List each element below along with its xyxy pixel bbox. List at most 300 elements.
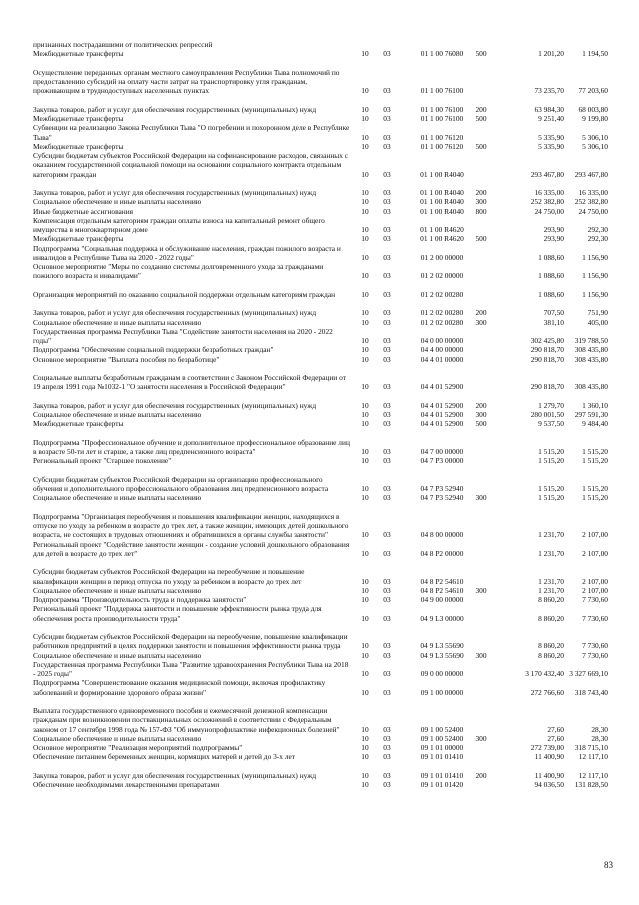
table-row	[0, 114, 639, 123]
row-target-article: 04 9 L3 55690	[420, 641, 464, 651]
row-subsection: 03	[383, 132, 391, 142]
row-section: 10	[361, 400, 369, 410]
row-expense-type: 800	[475, 206, 487, 216]
row-name: Социальное обеспечение и иные выплаты населению	[33, 317, 202, 327]
table-row	[0, 234, 639, 243]
table-row	[0, 392, 639, 411]
row-section: 10	[361, 234, 369, 244]
row-value-year1: 302 425,80	[530, 336, 564, 345]
row-expense-type: 300	[475, 197, 487, 207]
row-subsection: 03	[383, 650, 391, 660]
row-section: 10	[361, 308, 369, 318]
row-value-year2: 293 467,80	[574, 169, 608, 179]
row-subsection: 03	[383, 308, 391, 318]
row-name: Субсидии бюджетам субъектов Российской Федерации на переобучение и повышение квалификации женщин в период отпуска по уходу за ребенком в возрасте до трех лет	[33, 567, 305, 586]
row-subsection: 03	[383, 576, 391, 586]
row-target-article: 09 1 01 01410	[420, 770, 464, 780]
row-section: 10	[361, 225, 369, 234]
table-row	[0, 345, 639, 354]
row-value-year2: 308 435,80	[574, 354, 608, 364]
row-value-year2: 28,30	[591, 733, 608, 743]
row-section: 10	[361, 345, 369, 355]
row-target-article: 01 1 00 R4040	[420, 169, 464, 179]
row-value-year1: 73 235,70	[534, 86, 564, 96]
row-value-year2: 2 107,00	[582, 576, 608, 586]
row-expense-type: 300	[475, 317, 487, 327]
row-name: Субсидии бюджетам субъектов Российской Федерации на софинансирование расходов, связанных с оказанием государственной социальной помощи на основании социального контракта отдельным категориям граждан	[33, 151, 349, 179]
table-row	[0, 651, 639, 660]
table-row	[0, 540, 639, 559]
table-row	[0, 623, 639, 651]
row-section: 10	[361, 493, 369, 503]
row-subsection: 03	[383, 104, 391, 114]
row-value-year2: 5 306,10	[582, 132, 608, 142]
row-target-article: 04 9 00 00000	[420, 595, 464, 604]
row-subsection: 03	[383, 206, 391, 216]
row-subsection: 03	[383, 400, 391, 410]
row-section: 10	[361, 197, 369, 207]
row-value-year1: 1 088,60	[538, 271, 564, 281]
row-target-article: 01 2 00 00000	[420, 252, 464, 262]
row-target-article: 04 4 01 52900	[420, 382, 464, 392]
row-subsection: 03	[383, 410, 391, 419]
row-value-year1: 3 170 432,40	[525, 669, 564, 678]
row-subsection: 03	[383, 530, 391, 540]
row-subsection: 03	[383, 382, 391, 392]
table-row	[0, 281, 639, 300]
table-row	[0, 604, 639, 623]
row-subsection: 03	[383, 548, 391, 558]
row-section: 10	[361, 530, 369, 540]
row-value-year2: 28,30	[591, 724, 608, 734]
row-section: 10	[361, 419, 369, 429]
row-target-article: 01 1 00 R4040	[420, 197, 464, 207]
row-target-article: 01 2 02 00280	[420, 317, 464, 327]
row-value-year2: 131 828,50	[574, 780, 608, 789]
row-value-year2: 77 203,60	[578, 86, 608, 96]
row-name: Межбюджетные трансферты	[33, 141, 124, 151]
row-value-year2: 12 117,10	[578, 770, 608, 780]
row-subsection: 03	[383, 687, 391, 697]
row-name: Субсидии бюджетам субъектов Российской Федерации на организацию профессионального обучения и дополнительного профессионального образования лиц предпенсионного возраста	[33, 474, 329, 493]
table-row	[0, 595, 639, 604]
row-target-article: 01 2 02 00000	[420, 271, 464, 281]
row-subsection: 03	[383, 613, 391, 623]
row-value-year1: 290 818,70	[530, 345, 564, 355]
table-row	[0, 179, 639, 198]
table-row	[0, 493, 639, 502]
row-subsection: 03	[383, 641, 391, 651]
row-subsection: 03	[383, 234, 391, 244]
row-value-year2: 2 107,00	[582, 548, 608, 558]
row-target-article: 01 1 00 R4620	[420, 225, 464, 234]
row-target-article: 04 4 01 52900	[420, 419, 464, 429]
row-value-year1: 272 766,60	[530, 687, 564, 697]
table-row	[0, 456, 639, 465]
row-value-year2: 1 515,20	[582, 447, 608, 456]
row-expense-type: 200	[475, 400, 487, 410]
row-target-article: 04 7 P3 00000	[420, 456, 464, 466]
row-name: Межбюджетные трансферты	[33, 49, 124, 59]
table-row	[0, 59, 639, 96]
row-value-year2: 318 715,10	[574, 743, 608, 752]
table-row	[0, 355, 639, 364]
row-target-article: 01 1 00 76120	[420, 141, 464, 151]
row-value-year2: 16 335,00	[578, 188, 608, 197]
row-value-year2: 2 107,00	[582, 585, 608, 595]
row-target-article: 04 8 P2 00000	[420, 548, 464, 558]
row-value-year1: 1 279,70	[538, 400, 564, 410]
row-name: Иные бюджетные ассигнования	[33, 206, 134, 216]
row-value-year1: 27,60	[547, 724, 564, 734]
table-row	[0, 558, 639, 586]
row-target-article: 01 1 00 76100	[420, 86, 464, 96]
row-value-year2: 12 117,10	[578, 752, 608, 762]
row-section: 10	[361, 132, 369, 142]
table-row	[0, 762, 639, 781]
row-value-year1: 293,90	[543, 225, 564, 234]
row-value-year1: 11 400,90	[534, 752, 564, 762]
row-value-year1: 1 515,20	[538, 493, 564, 503]
row-section: 10	[361, 86, 369, 96]
row-expense-type: 500	[475, 49, 487, 59]
row-target-article: 01 1 00 76080	[420, 49, 464, 59]
row-subsection: 03	[383, 49, 391, 59]
row-subsection: 03	[383, 336, 391, 345]
row-name: Подпрограмма "Производительность труда и поддержка занятости"	[33, 595, 247, 604]
row-value-year1: 707,50	[543, 308, 564, 318]
row-expense-type: 500	[475, 114, 487, 123]
row-section: 10	[361, 595, 369, 604]
row-value-year1: 1 088,60	[538, 252, 564, 262]
row-name: Обеспечение необходимыми лекарственными препаратами	[33, 780, 220, 789]
row-section: 10	[361, 724, 369, 734]
row-target-article: 01 1 00 R4620	[420, 234, 464, 244]
row-target-article: 04 9 L3 00000	[420, 613, 464, 623]
row-value-year1: 1 515,20	[538, 447, 564, 456]
row-name: Социальное обеспечение и иные выплаты населению	[33, 197, 202, 207]
row-value-year2: 24 750,00	[578, 206, 608, 216]
row-value-year1: 9 251,40	[538, 114, 564, 123]
row-value-year2: 1 515,20	[582, 493, 608, 503]
row-subsection: 03	[383, 114, 391, 123]
row-target-article: 04 7 00 00000	[420, 447, 464, 456]
row-value-year2: 751,90	[587, 308, 608, 318]
budget-table	[0, 40, 639, 789]
row-name: Региональный проект "Содействие занятости женщин - создание условий дошкольного образования для детей в возрасте до трех лет"	[33, 539, 350, 558]
row-name: Социальные выплаты безработным гражданам в соответствии с Законом Российской Федерации от 19 апреля 1991 года №1032-1 "О занятости населения в Российской Федерации"	[33, 373, 346, 392]
row-target-article: 09 1 01 01420	[420, 780, 464, 789]
row-subsection: 03	[383, 345, 391, 355]
row-name: Компенсация отдельным категориям граждан оплаты взноса на капитальный ремонт общего имущества в многоквартирном доме	[33, 215, 325, 234]
row-name: Социальное обеспечение и иные выплаты населению	[33, 493, 202, 503]
table-row	[0, 216, 639, 235]
row-value-year1: 8 860,20	[538, 595, 564, 604]
table-row	[0, 318, 639, 327]
table-row	[0, 207, 639, 216]
row-target-article: 04 8 P2 54610	[420, 576, 464, 586]
row-value-year2: 318 743,40	[574, 687, 608, 697]
row-name: Выплата государственного единовременного пособия и ежемесячной денежной компенсации гражданам при возникновении поствакцинальных осложнений в соответствии с Федеральным законом от 17 сентября 1998 года № 157-ФЗ "Об иммунопрофилактике инфекционных болезней"	[33, 706, 340, 734]
row-section: 10	[361, 447, 369, 456]
table-row	[0, 262, 639, 281]
row-section: 10	[361, 289, 369, 299]
row-expense-type: 200	[475, 104, 487, 114]
row-section: 10	[361, 780, 369, 789]
row-expense-type: 300	[475, 410, 487, 419]
row-section: 10	[361, 49, 369, 59]
row-name: Социальное обеспечение и иные выплаты населению	[33, 410, 202, 419]
table-row	[0, 743, 639, 752]
row-subsection: 03	[383, 733, 391, 743]
row-name: Обеспечение питанием беременных женщин, кормящих матерей и детей до 3-х лет	[33, 752, 296, 762]
row-target-article: 09 1 00 52400	[420, 733, 464, 743]
row-subsection: 03	[383, 141, 391, 151]
row-target-article: 04 8 00 00000	[420, 530, 464, 540]
table-row	[0, 734, 639, 743]
row-value-year2: 1 156,90	[582, 289, 608, 299]
table-row	[0, 752, 639, 761]
row-subsection: 03	[383, 225, 391, 234]
row-value-year1: 1 231,70	[538, 530, 564, 540]
row-section: 10	[361, 733, 369, 743]
row-expense-type: 300	[475, 733, 487, 743]
row-subsection: 03	[383, 493, 391, 503]
row-subsection: 03	[383, 289, 391, 299]
row-section: 10	[361, 382, 369, 392]
row-section: 10	[361, 650, 369, 660]
table-row	[0, 96, 639, 115]
row-value-year2: 9 199,80	[582, 114, 608, 123]
row-value-year2: 252 382,80	[574, 197, 608, 207]
row-section: 10	[361, 271, 369, 281]
row-section: 10	[361, 456, 369, 466]
row-value-year1: 8 860,20	[538, 650, 564, 660]
row-value-year1: 1 088,60	[538, 289, 564, 299]
row-subsection: 03	[383, 752, 391, 762]
row-target-article: 09 0 00 00000	[420, 669, 464, 678]
row-section: 10	[361, 104, 369, 114]
row-name: Межбюджетные трансферты	[33, 419, 124, 429]
row-section: 10	[361, 410, 369, 419]
row-name: Осуществление переданных органам местного самоуправления Республики Тыва полномочий по предоставлению субсидий на оплату части затрат на транспортировку угля гражданам, проживающим в труднодоступных населенных пунктах	[33, 67, 340, 96]
row-subsection: 03	[383, 271, 391, 281]
row-value-year1: 94 036,50	[534, 780, 564, 789]
row-value-year1: 8 860,20	[538, 641, 564, 651]
row-value-year1: 272 739,00	[530, 743, 564, 752]
row-subsection: 03	[383, 317, 391, 327]
row-value-year2: 319 788,50	[574, 336, 608, 345]
row-name: Закупка товаров, работ и услуг для обеспечения государственных (муниципальных) нужд	[33, 400, 317, 410]
row-name: Социальное обеспечение и иные выплаты населению	[33, 585, 202, 595]
row-subsection: 03	[383, 743, 391, 752]
row-value-year1: 290 818,70	[530, 382, 564, 392]
row-subsection: 03	[383, 188, 391, 197]
row-target-article: 04 4 01 52900	[420, 410, 464, 419]
row-section: 10	[361, 114, 369, 123]
row-subsection: 03	[383, 197, 391, 207]
table-row	[0, 49, 639, 58]
row-expense-type: 500	[475, 419, 487, 429]
row-subsection: 03	[383, 595, 391, 604]
row-section: 10	[361, 752, 369, 762]
row-subsection: 03	[383, 419, 391, 429]
row-value-year1: 5 335,90	[538, 132, 564, 142]
row-section: 10	[361, 585, 369, 595]
row-value-year1: 5 335,90	[538, 141, 564, 151]
row-name: Государственная программа Республики Тыва "Развитие здравоохранения Республики Тыва на 2018 - 2025 годы"	[33, 659, 349, 678]
page-number: 83	[604, 860, 613, 870]
row-value-year1: 252 382,80	[530, 197, 564, 207]
table-row	[0, 123, 639, 142]
row-target-article: 09 1 01 00000	[420, 743, 464, 752]
row-name: Закупка товаров, работ и услуг для обеспечения государственных (муниципальных) нужд	[33, 188, 317, 197]
row-subsection: 03	[383, 669, 391, 678]
table-row	[0, 327, 639, 346]
row-target-article: 01 1 00 76100	[420, 114, 464, 123]
row-name: Основное мероприятие "Меры по созданию системы долговременного ухода за гражданами пожилого возраста и инвалидами"	[33, 262, 324, 281]
row-value-year2: 405,00	[587, 317, 608, 327]
row-value-year1: 11 400,90	[534, 770, 564, 780]
row-name: Закупка товаров, работ и услуг для обеспечения государственных (муниципальных) нужд	[33, 770, 317, 780]
row-subsection: 03	[383, 484, 391, 493]
row-section: 10	[361, 548, 369, 558]
row-name: Субвенции на реализацию Закона Республики Тыва "О погребении и похоронном деле в Республике Тыва"	[33, 123, 350, 142]
table-row	[0, 364, 639, 392]
row-value-year2: 308 435,80	[574, 345, 608, 355]
row-subsection: 03	[383, 724, 391, 734]
row-value-year1: 1 201,20	[538, 49, 564, 59]
row-name: Региональный проект "Поддержка занятости и повышение эффективности рынка труда для обеспечения роста производительности труда"	[33, 604, 322, 623]
row-name: Межбюджетные трансферты	[33, 114, 124, 123]
row-name: Подпрограмма "Организация переобучения и повышения квалификации женщин, находящихся в отпуске по уходу за ребенком в возрасте до трех лет, а также женщин, имеющих детей дошкольного возраста, не состоящих в трудовых отношениях и обратившихся в органы службы занятости"	[33, 511, 349, 540]
row-target-article: 01 1 00 76100	[420, 104, 464, 114]
row-target-article: 04 0 00 00000	[420, 336, 464, 345]
row-name: Подпрограмма "Профессиональное обучение и дополнительное профессиональное образование лиц в возрасте 50-ти лет и старше, а также лиц предпенсионного возраста"	[33, 437, 350, 456]
row-section: 10	[361, 576, 369, 586]
row-value-year2: 1 515,20	[582, 484, 608, 493]
row-value-year1: 16 335,00	[534, 188, 564, 197]
row-target-article: 01 2 02 00280	[420, 308, 464, 318]
row-value-year1: 63 984,30	[534, 104, 564, 114]
table-row	[0, 697, 639, 734]
row-value-year1: 1 231,70	[538, 585, 564, 595]
row-name: Основное мероприятие "Реализация мероприятий подпрограммы"	[33, 743, 243, 752]
row-target-article: 09 1 01 01410	[420, 752, 464, 762]
row-value-year2: 7 730,60	[582, 595, 608, 604]
row-section: 10	[361, 206, 369, 216]
row-value-year1: 1 231,70	[538, 548, 564, 558]
row-section: 10	[361, 770, 369, 780]
row-value-year2: 2 107,00	[582, 530, 608, 540]
row-value-year2: 7 730,60	[582, 613, 608, 623]
row-value-year2: 292,30	[587, 225, 608, 234]
row-expense-type: 200	[475, 770, 487, 780]
table-row	[0, 151, 639, 179]
row-value-year2: 297 591,30	[574, 410, 608, 419]
table-row	[0, 197, 639, 206]
row-value-year2: 1 156,90	[582, 271, 608, 281]
row-subsection: 03	[383, 770, 391, 780]
table-row	[0, 142, 639, 151]
row-name: Основное мероприятие "Выплата пособия по безработице"	[33, 354, 220, 364]
row-subsection: 03	[383, 252, 391, 262]
row-value-year2: 5 306,10	[582, 141, 608, 151]
row-name: Государственная программа Республики Тыва "Содействие занятости населения на 2020 - 2022 годы"	[33, 326, 333, 345]
row-target-article: 01 1 00 76120	[420, 132, 464, 142]
row-value-year1: 381,10	[543, 317, 564, 327]
table-row	[0, 299, 639, 318]
row-target-article: 01 1 00 R4040	[420, 206, 464, 216]
row-subsection: 03	[383, 86, 391, 96]
row-section: 10	[361, 613, 369, 623]
row-section: 10	[361, 169, 369, 179]
row-name: Подпрограмма "Совершенствование оказания медицинской помощи, включая профилактику заболеваний и формирование здорового образа жизни"	[33, 678, 326, 697]
row-target-article: 04 4 00 00000	[420, 345, 464, 355]
table-row	[0, 244, 639, 263]
row-value-year2: 9 484,40	[582, 419, 608, 429]
row-section: 10	[361, 641, 369, 651]
row-section: 10	[361, 687, 369, 697]
row-name: Социальное обеспечение и иные выплаты населению	[33, 733, 202, 743]
row-target-article: 04 4 01 52900	[420, 400, 464, 410]
row-value-year1: 24 750,00	[534, 206, 564, 216]
row-section: 10	[361, 252, 369, 262]
row-value-year2: 1 360,10	[582, 400, 608, 410]
row-name: Закупка товаров, работ и услуг для обеспечения государственных (муниципальных) нужд	[33, 104, 317, 114]
row-expense-type: 300	[475, 650, 487, 660]
row-value-year1: 293 467,80	[530, 169, 564, 179]
row-section: 10	[361, 317, 369, 327]
table-row	[0, 780, 639, 789]
row-section: 10	[361, 669, 369, 678]
row-value-year1: 8 860,20	[538, 613, 564, 623]
row-value-year1: 27,60	[547, 733, 564, 743]
row-name: Региональный проект "Старшее поколение"	[33, 456, 172, 466]
row-section: 10	[361, 336, 369, 345]
table-row	[0, 40, 639, 49]
row-name: Закупка товаров, работ и услуг для обеспечения государственных (муниципальных) нужд	[33, 308, 317, 318]
row-subsection: 03	[383, 447, 391, 456]
row-subsection: 03	[383, 354, 391, 364]
row-expense-type: 500	[475, 234, 487, 244]
row-target-article: 04 9 L3 55690	[420, 650, 464, 660]
row-subsection: 03	[383, 456, 391, 466]
row-section: 10	[361, 188, 369, 197]
row-value-year1: 9 537,50	[538, 419, 564, 429]
row-value-year1: 280 001,50	[530, 410, 564, 419]
row-target-article: 04 8 P2 54610	[420, 585, 464, 595]
table-row	[0, 503, 639, 540]
row-target-article: 09 1 00 52400	[420, 724, 464, 734]
row-value-year2: 1 194,50	[582, 49, 608, 59]
row-target-article: 09 1 00 00000	[420, 687, 464, 697]
row-section: 10	[361, 141, 369, 151]
table-row	[0, 660, 639, 679]
row-expense-type: 500	[475, 141, 487, 151]
row-expense-type: 300	[475, 493, 487, 503]
row-name: Подпрограмма "Обеспечение социальной поддержки безработных граждан"	[33, 345, 274, 355]
row-value-year2: 292,30	[587, 234, 608, 244]
row-target-article: 04 7 P3 52940	[420, 484, 464, 493]
row-value-year2: 3 327 669,10	[569, 669, 608, 678]
row-target-article: 01 2 02 00280	[420, 289, 464, 299]
row-name: Организация мероприятий по оказанию социальной поддержки отдельным категориям граждан	[33, 289, 336, 299]
row-section: 10	[361, 743, 369, 752]
row-name: признанных пострадавшими от политических репрессий	[33, 40, 213, 49]
row-expense-type: 300	[475, 585, 487, 595]
row-value-year1: 1 231,70	[538, 576, 564, 586]
